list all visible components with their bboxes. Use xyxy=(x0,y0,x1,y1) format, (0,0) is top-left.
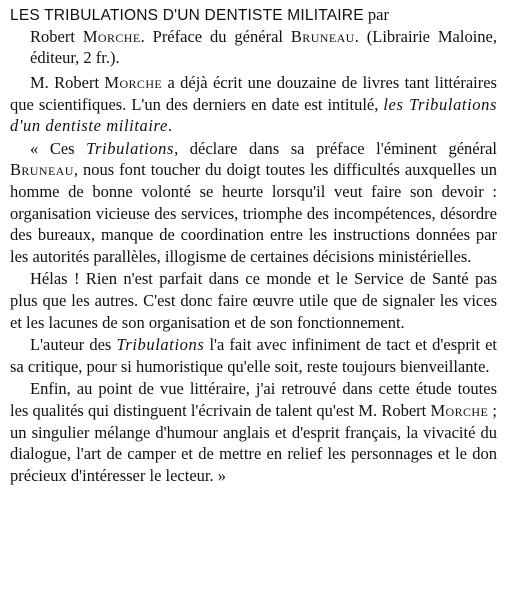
book-title: LES TRIBULATIONS D'UN DENTISTE MILITAIRE xyxy=(10,7,364,24)
by-word: par xyxy=(367,5,389,24)
p2-text-a: « Ces xyxy=(30,138,75,158)
p4-book-title: Tribulations xyxy=(116,335,205,355)
book-heading xyxy=(10,4,497,68)
p2-book-title: Tribulations xyxy=(86,138,175,158)
publisher-info: . (Librairie Maloine, éditeur, 2 fr.). xyxy=(30,27,498,67)
paragraph-5 xyxy=(10,378,497,486)
p1-text-end: . xyxy=(167,116,172,136)
p5-text-a: Enfin, au point de vue littéraire, j'ai retrouvé dans cette étude toutes les qualités qui distinguent l'écrivain de talent qu'est M. Robert xyxy=(10,379,497,420)
p4-text-b: l'a fait avec infiniment de tact et d'esprit et sa critique, pour si humoristique qu'elle soit, reste toujours bienveillante. xyxy=(10,335,498,376)
p1-text-b: a déjà écrit une douzaine de livres tant littéraires que scientifiques. L'un des derniers en date est intitulé, xyxy=(10,73,497,114)
paragraph-1 xyxy=(10,72,497,137)
author-first-name: Robert xyxy=(30,27,75,46)
book-credits xyxy=(10,26,497,68)
p4-text-a: L'auteur des xyxy=(30,335,112,355)
p3-text: Hélas ! Rien n'est parfait dans ce monde et le Service de Santé pas plus que les autres. C'est donc faire œuvre utile que de signaler les vices et les lacunes de son organisation et de son fonctionnement. xyxy=(10,269,497,332)
paragraph-2 xyxy=(10,138,497,268)
p2-text-c: , nous font toucher du doigt toutes les difficultés auxquelles un homme de bonne volonté se heurte lorsqu'il veut faire son devoir : organisation vicieuse des services, triomphe des incompétences, désordre des bureaux, manque de coordination entre les instructions données par les autorités parallèles, illogisme de certaines décisions ministérielles. xyxy=(10,160,497,266)
p2-general-name: Bruneau xyxy=(10,160,74,180)
p5-author-name: Morche xyxy=(430,400,489,420)
p1-author-name: Morche xyxy=(104,73,163,92)
p5-text-b: ; un singulier mélange d'humour anglais et d'esprit français, la vivacité du dialogue, l'art de camper et de mettre en relief les personnages et le don précieux d'intéresser le lecteur. » xyxy=(10,400,497,485)
p1-text-a: M. Robert xyxy=(30,73,100,92)
preface-text: . Préface du général xyxy=(140,27,283,46)
p1-book-title: les Tribulations d'un dentiste militaire xyxy=(10,94,498,136)
preface-author: Bruneau xyxy=(290,27,355,46)
paragraph-4 xyxy=(10,334,497,377)
author-last-name: Morche xyxy=(82,27,141,46)
p2-text-b: , déclare dans sa préface l'éminent général xyxy=(174,138,498,158)
paragraph-3 xyxy=(10,268,497,333)
